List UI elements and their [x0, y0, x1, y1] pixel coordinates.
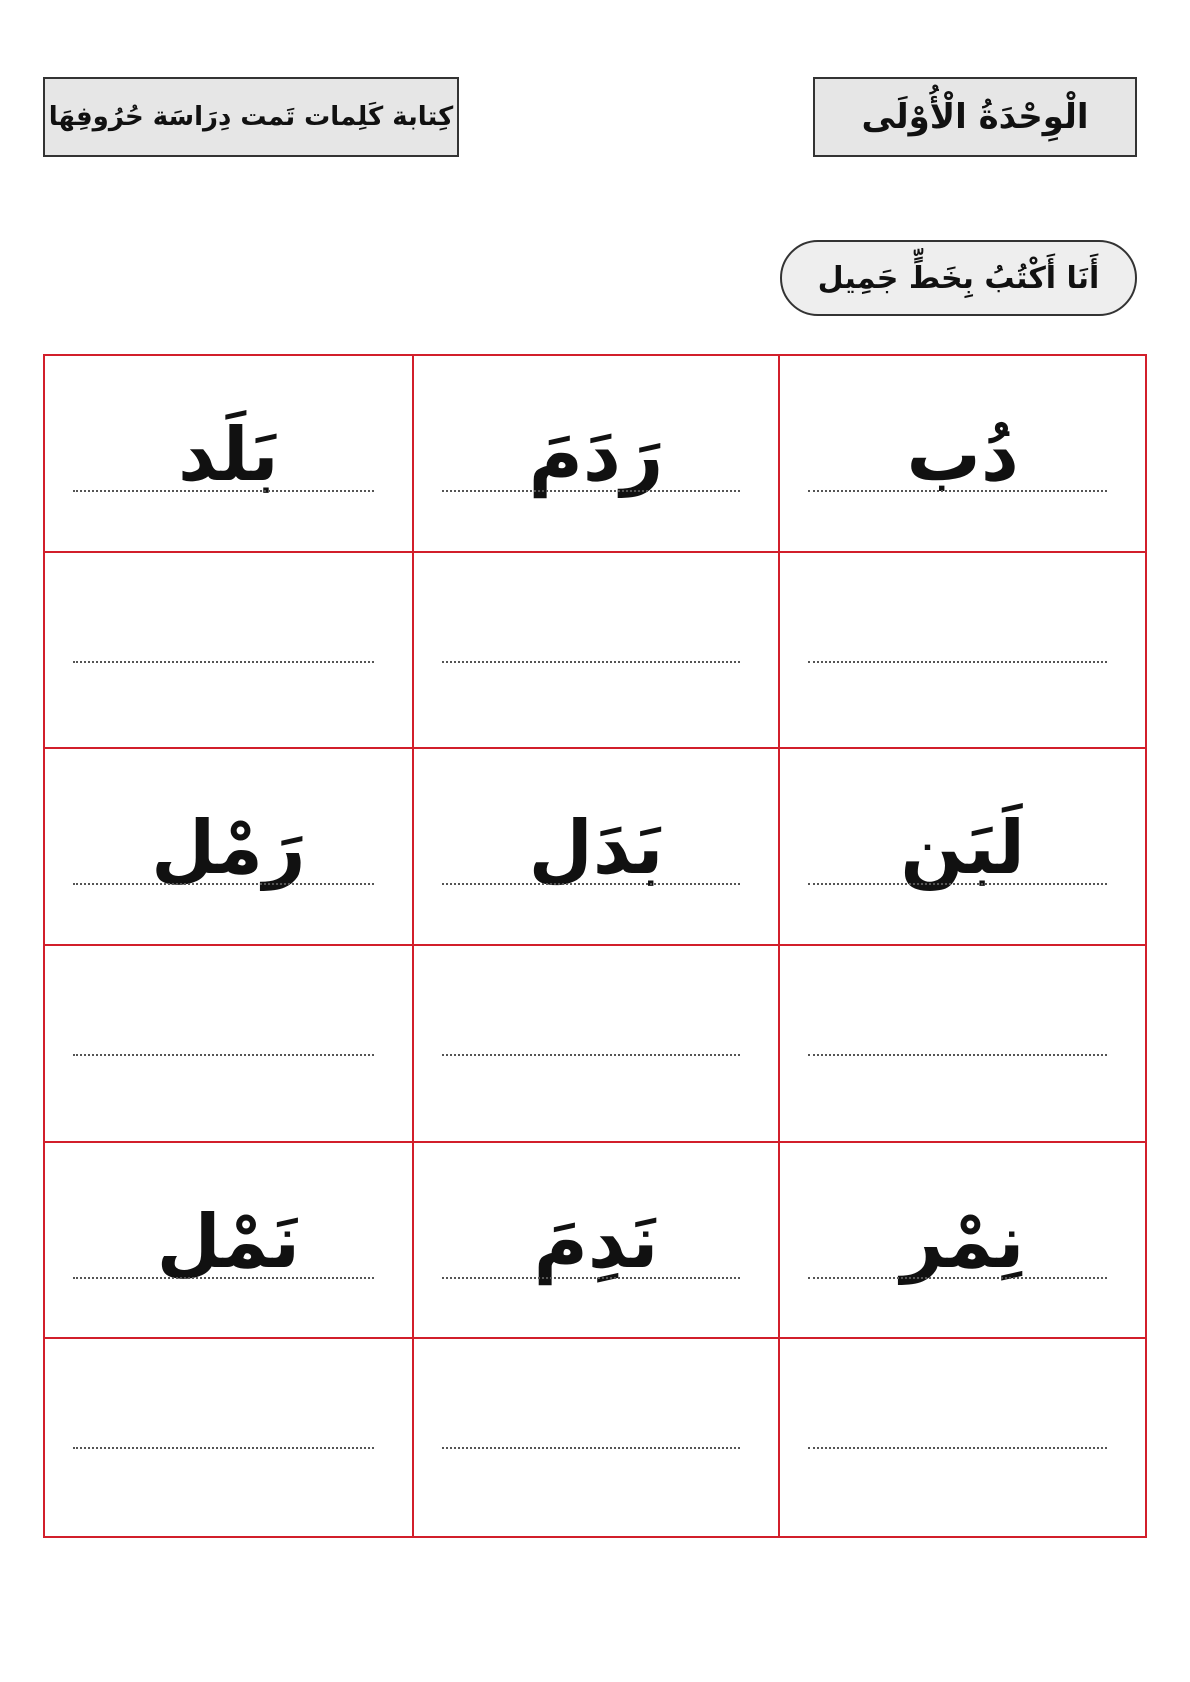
model-word: نِمْر [900, 1198, 1025, 1285]
lesson-topic [43, 77, 459, 157]
word-cell [778, 356, 1145, 553]
writing-line [73, 883, 374, 885]
writing-line [73, 490, 374, 492]
practice-cell[interactable] [412, 1339, 779, 1536]
handwriting-grid [43, 354, 1147, 1538]
writing-line [808, 1054, 1107, 1056]
practice-cell[interactable] [45, 553, 412, 750]
practice-cell[interactable] [45, 1339, 412, 1536]
instruction-label [780, 240, 1137, 316]
word-cell [778, 749, 1145, 946]
practice-cell[interactable] [778, 1339, 1145, 1536]
writing-line [73, 1054, 374, 1056]
writing-line [442, 1054, 741, 1056]
word-cell [45, 749, 412, 946]
practice-cell[interactable] [412, 553, 779, 750]
word-cell [45, 356, 412, 553]
instruction-text: أَنَا أَكْتُبُ بِخَطٍّ جَمِيل [817, 260, 1100, 296]
unit-title [813, 77, 1137, 157]
writing-line [808, 661, 1107, 663]
practice-cell[interactable] [412, 946, 779, 1143]
word-cell [45, 1143, 412, 1340]
writing-line [73, 661, 374, 663]
unit-title-text: الْوِحْدَةُ الْأُوْلَى [861, 97, 1089, 137]
writing-line [442, 1447, 741, 1449]
model-word: بَلَد [177, 412, 279, 498]
word-cell [778, 1143, 1145, 1340]
word-cell [412, 749, 779, 946]
model-word: بَدَل [528, 805, 664, 892]
model-word: دُب [906, 412, 1019, 498]
writing-line [442, 490, 741, 492]
writing-line [442, 1277, 741, 1279]
model-word: لَبَن [900, 805, 1025, 892]
model-word: رَمْل [151, 805, 306, 892]
word-cell [412, 1143, 779, 1340]
practice-cell[interactable] [778, 946, 1145, 1143]
practice-cell[interactable] [778, 553, 1145, 750]
lesson-topic-text: كِتابة كَلِمات تَمت دِرَاسَة حُرُوفِهَا [48, 102, 454, 132]
writing-line [73, 1277, 374, 1279]
practice-cell[interactable] [45, 946, 412, 1143]
writing-line [442, 661, 741, 663]
writing-line [808, 883, 1107, 885]
model-word: نَمْل [156, 1198, 301, 1285]
writing-line [73, 1447, 374, 1449]
writing-line [808, 1277, 1107, 1279]
word-cell [412, 356, 779, 553]
writing-line [442, 883, 741, 885]
writing-line [808, 490, 1107, 492]
model-word: نَدِمَ [533, 1198, 659, 1285]
model-word: رَدَمَ [528, 412, 664, 498]
writing-line [808, 1447, 1107, 1449]
